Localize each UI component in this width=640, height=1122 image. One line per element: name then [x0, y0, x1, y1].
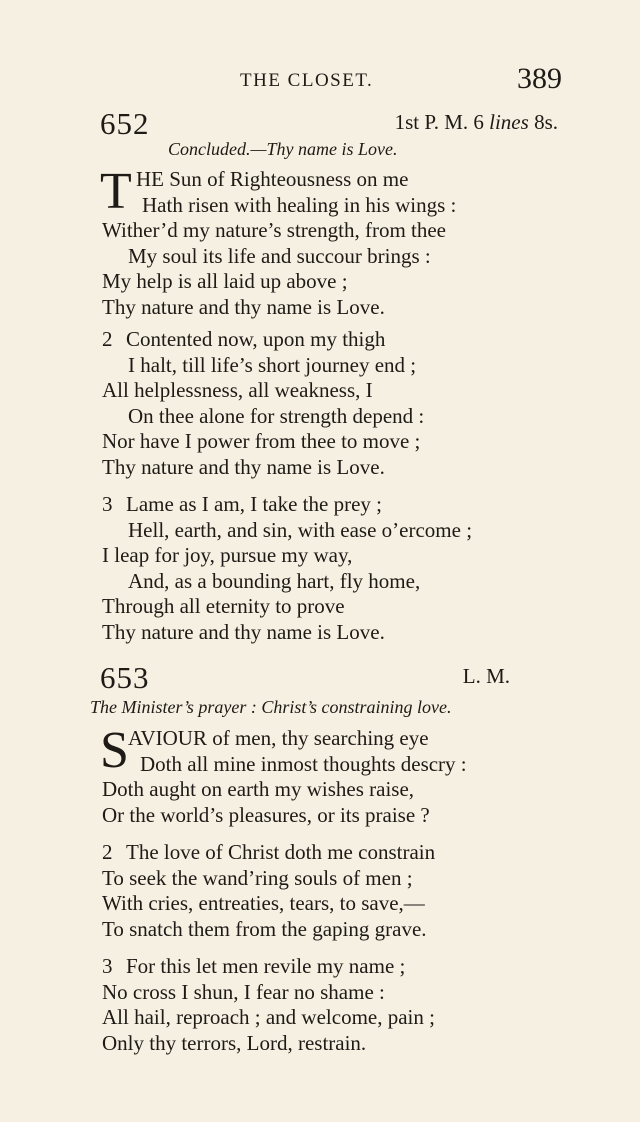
verse-line: To seek the wand’ring souls of men ;	[102, 865, 413, 890]
verse-line: For this let men revile my name ;	[126, 954, 406, 978]
verse-line: On thee alone for strength depend :	[128, 403, 425, 428]
running-title: THE CLOSET.	[240, 70, 374, 91]
verse-line: AVIOUR of men, thy searching eye	[128, 726, 429, 750]
hymn-653-stanza-3	[102, 954, 435, 1056]
verse-line: Hell, earth, and sin, with ease o’ercome ;	[128, 517, 473, 542]
stanza-number: 2	[102, 840, 113, 864]
verse-line: I leap for joy, pursue my way,	[102, 543, 353, 567]
verse-line: Through all eternity to prove	[102, 594, 345, 618]
verse-line: To snatch them from the gaping grave.	[102, 916, 427, 941]
drop-cap: S	[100, 722, 129, 779]
running-head	[0, 62, 640, 96]
verse-line: Wither’d my nature’s strength, from thee	[102, 218, 446, 242]
verse-line: All helplessness, all weakness, I	[102, 378, 373, 402]
verse-line: All hail, reproach ; and welcome, pain ;	[102, 1005, 435, 1029]
verse-line: Hath risen with healing in his wings :	[142, 192, 457, 217]
hymn-653-stanza-1	[100, 722, 467, 828]
verse-line: Nor have I power from thee to move ;	[102, 429, 421, 453]
verse-line: The love of Christ doth me constrain	[126, 840, 436, 864]
hymn-652-subtitle: Concluded.—Thy name is Love.	[168, 139, 398, 159]
verse-line: Thy nature and thy name is Love.	[102, 454, 385, 479]
verse-line: HE Sun of Righteousness on me	[136, 167, 409, 191]
hymn-652-stanza-1	[100, 163, 457, 320]
hymn-meter: L. M.	[462, 664, 510, 688]
meter-italic: lines	[489, 110, 529, 134]
page-number: 389	[517, 62, 562, 95]
verse-line: Thy nature and thy name is Love.	[102, 619, 385, 644]
verse-line: With cries, entreaties, tears, to save,—	[102, 891, 425, 915]
stanza-number: 3	[102, 954, 113, 978]
verse-line: And, as a bounding hart, fly home,	[128, 568, 421, 593]
verse-line: Only thy terrors, Lord, restrain.	[102, 1030, 367, 1055]
stanza-number: 2	[102, 327, 113, 351]
hymn-653-stanza-2	[102, 840, 435, 942]
verse-line: Contented now, upon my thigh	[126, 327, 386, 351]
verse-line: Doth all mine inmost thoughts descry :	[140, 751, 467, 776]
verse-line: My soul its life and succour brings :	[128, 243, 431, 268]
stanza-number: 3	[102, 492, 113, 516]
verse-line: I halt, till life’s short journey end ;	[128, 352, 417, 377]
verse-line: Thy nature and thy name is Love.	[102, 294, 385, 319]
drop-cap: T	[100, 163, 132, 220]
hymn-652-stanza-2	[102, 327, 424, 480]
meter-prefix: 1st P. M. 6	[394, 110, 490, 134]
verse-line: No cross I shun, I fear no shame :	[102, 979, 385, 1004]
hymn-number: 653	[100, 660, 150, 695]
verse-line: Lame as I am, I take the prey ;	[126, 492, 382, 516]
hymn-meter	[395, 110, 558, 135]
verse-line: My help is all laid up above ;	[102, 269, 348, 293]
hymn-number: 652	[100, 106, 150, 141]
meter-suffix: 8s.	[528, 110, 558, 134]
hymn-653-subtitle: The Minister’s prayer : Christ’s constraining love.	[90, 697, 452, 717]
verse-line: Doth aught on earth my wishes raise,	[102, 777, 415, 801]
verse-line: Or the world’s pleasures, or its praise ?	[102, 802, 430, 827]
hymn-652-stanza-3	[102, 492, 472, 645]
